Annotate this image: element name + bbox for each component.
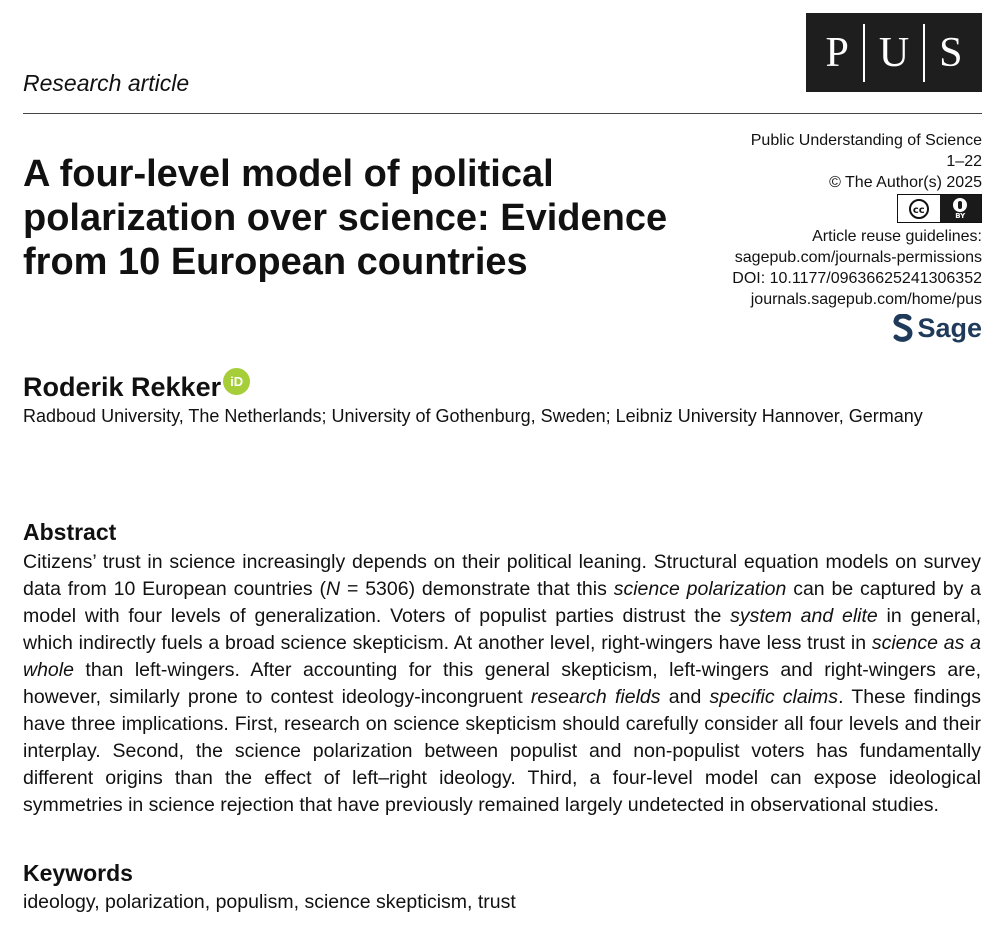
author-name: Roderik Rekker	[23, 372, 222, 402]
logo-letter-s: S	[939, 29, 963, 76]
attribution-icon	[953, 198, 967, 212]
logo-letter-u: U	[878, 29, 910, 76]
doi[interactable]: DOI: 10.1177/09636625241306352	[732, 270, 982, 287]
orcid-icon[interactable]: iD	[223, 368, 250, 395]
abstract-emphasis: system and elite	[730, 605, 878, 627]
abstract-heading: Abstract	[23, 519, 117, 545]
article-type: Research article	[23, 70, 190, 96]
sage-s-icon	[893, 314, 913, 342]
journal-logo	[806, 13, 982, 92]
publisher-name: Sage	[917, 312, 982, 343]
abstract-text	[23, 549, 981, 819]
abstract-emphasis: N	[326, 578, 341, 600]
article-title: A four-level model of political polarization over science: Evidence from 10 European countries	[23, 153, 668, 283]
keywords-heading: Keywords	[23, 860, 133, 886]
abstract-segment: in general, which indirectly fuels a broad science skepticism. At another level, right-wingers have less trust in	[23, 605, 981, 654]
logo-divider	[863, 24, 865, 82]
journal-homepage-link[interactable]: journals.sagepub.com/home/pus	[750, 291, 982, 308]
abstract-emphasis: science polarization	[613, 578, 787, 600]
reuse-guidelines-link[interactable]: sagepub.com/journals-permissions	[734, 249, 982, 266]
abstract-segment: = 5306) demonstrate that this	[340, 578, 614, 600]
copyright: © The Author(s) 2025	[829, 174, 982, 191]
article-metadata	[662, 130, 982, 348]
header-divider	[23, 113, 982, 114]
abstract-segment: Citizens’ trust in science increasingly depends on their political leaning. Structural equation models on survey data from 10 European countries (	[23, 551, 981, 600]
journal-name: Public Understanding of Science	[750, 132, 982, 149]
sage-publisher-logo	[893, 314, 982, 342]
abstract-segment: than left-wingers. After accounting for this general skepticism, left-wingers and right-wingers are, however, similarly prone to contest ideology-incongruent	[23, 659, 981, 708]
page-range: 1–22	[946, 153, 982, 170]
abstract-segment: and	[660, 686, 710, 708]
cc-by-license-badge[interactable]	[897, 194, 982, 223]
abstract-segment: . These findings have three implications. First, research on science skepticism should carefully consider all four levels and their interplay. Second, the science polarization between populist and non-populist voters has fundamentally different origins than the effect of left–right ideology. Third, a four-level model can expose ideological symmetries in science rejection that have previously remained largely undetected in observational studies.	[23, 686, 982, 816]
abstract-emphasis: specific claims	[709, 686, 839, 708]
author	[23, 372, 250, 403]
creative-commons-icon: cc	[909, 199, 929, 219]
reuse-guidelines-label: Article reuse guidelines:	[812, 228, 982, 245]
logo-letter-p: P	[825, 29, 849, 76]
by-label: BY	[955, 211, 966, 220]
abstract-segment: can be captured by a model with four levels of generalization. Voters of populist parties distrust the	[23, 578, 982, 627]
keywords-list: ideology, polarization, populism, science skepticism, trust	[23, 891, 516, 913]
logo-divider	[923, 24, 925, 82]
author-affiliation: Radboud University, The Netherlands; University of Gothenburg, Sweden; Leibniz University Hannover, Germany	[23, 406, 923, 426]
abstract-emphasis: science as a whole	[23, 632, 981, 681]
abstract-emphasis: research fields	[530, 686, 661, 708]
